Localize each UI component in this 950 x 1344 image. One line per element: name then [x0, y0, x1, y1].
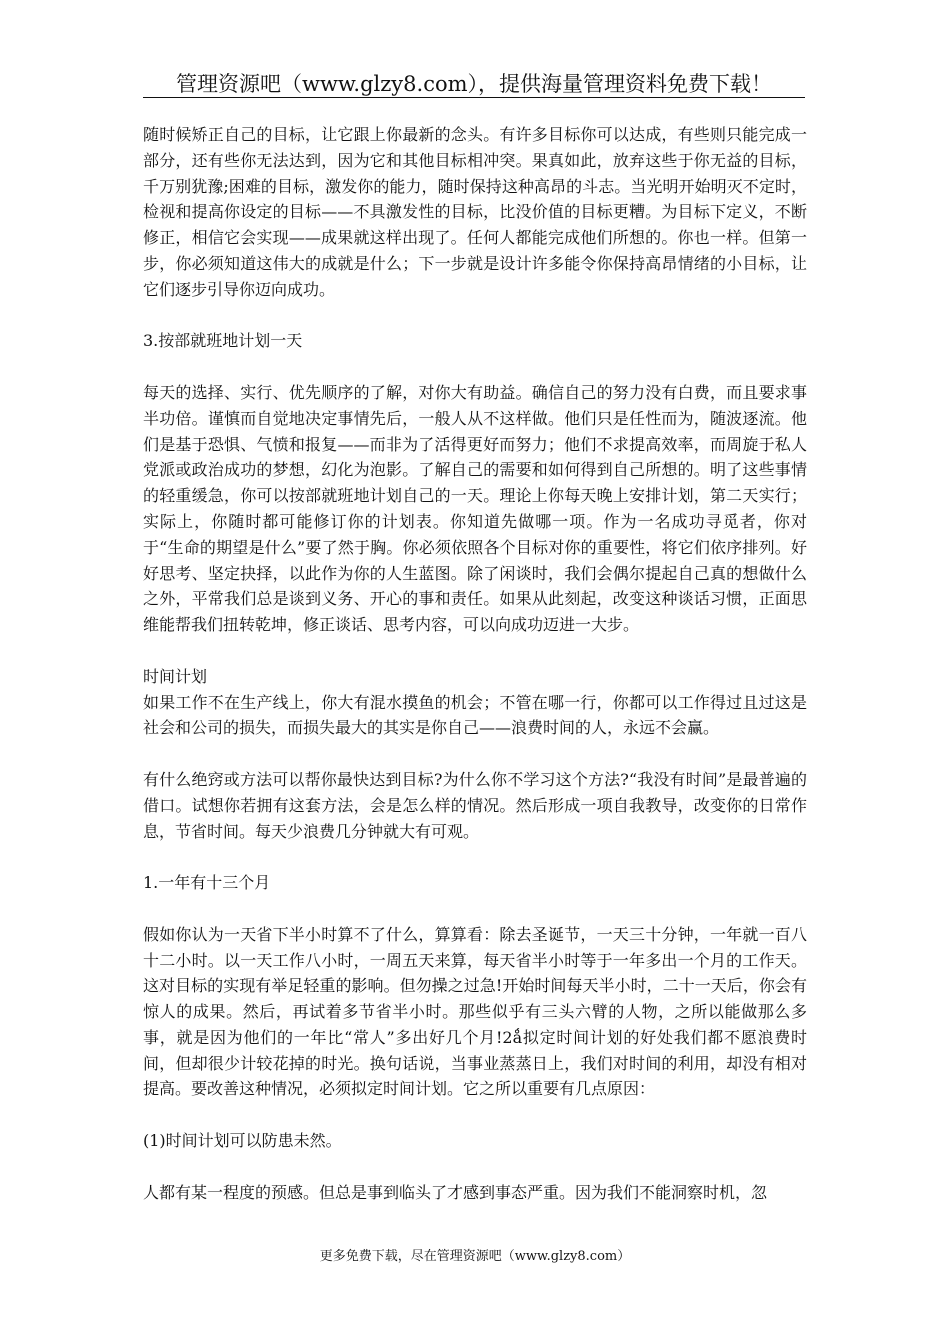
- body-paragraph: 有什么绝窍或方法可以帮你最快达到目标?为什么你不学习这个方法?“我没有时间”是最普遍的借口。试想你若拥有这套方法，会是怎么样的情况。然后形成一项自我教导，改变你的日常作息，节省时间。每天少浪费几分钟就大有可观。: [143, 769, 807, 841]
- document-body: [143, 122, 807, 1205]
- body-paragraph: 假如你认为一天省下半小时算不了什么，算算看：除去圣诞节，一天三十分钟，一年就一百八十二小时。以一天工作八小时，一周五天来算，每天省半小时等于一年多出一个月的工作天。这对目标的实现有举足轻重的影响。但勿操之过急!开始时间每天半小时，二十一天后，你会有惊人的成果。然后，再试着多节省半小时。那些似乎有三头六臂的人物，之所以能做那么多事，就是因为他们的一年比“常人”多出好几个月!2ǻ拟定时间计划的好处我们都不愿浪费时间，但却很少计较花掉的时光。换句话说，当事业蒸蒸日上，我们对时间的利用，却没有相对提高。要改善这种情况，必须拟定时间计划。它之所以重要有几点原因：: [143, 924, 807, 1099]
- body-paragraph: 随时候矫正自己的目标，让它跟上你最新的念头。有许多目标你可以达成，有些则只能完成一部分，还有些你无法达到，因为它和其他目标相冲突。果真如此，放弃这些于你无益的目标，千万别犹豫;困难的目标，激发你的能力，随时保持这种高昂的斗志。当光明开始明灭不定时，检视和提高你设定的目标——不具激发性的目标，比没价值的目标更糟。为目标下定义，不断修正，相信它会实现——成果就这样出现了。任何人都能完成他们所想的。你也一样。但第一步，你必须知道这伟大的成就是什么；下一步就是设计许多能令你保持高昂情绪的小目标，让它们逐步引导你迈向成功。: [143, 125, 807, 299]
- page-footer: 更多免费下载，尽在管理资源吧（www.glzy8.com）: [319, 1249, 631, 1264]
- page-header-title: 管理资源吧（www.glzy8.com），提供海量管理资料免费下载！: [175, 72, 773, 96]
- body-paragraph: 人都有某一程度的预感。但总是事到临头了才感到事态严重。因为我们不能洞察时机，忽: [143, 1182, 768, 1202]
- section-heading: 3.按部就班地计划一天: [143, 331, 303, 351]
- header-rule: [143, 97, 805, 98]
- section-heading: 1.一年有十三个月: [143, 873, 271, 893]
- body-paragraph: 每天的选择、实行、优先顺序的了解，对你大有助益。确信自己的努力没有白费，而且要求事半功倍。谨慎而自觉地决定事情先后，一般人从不这样做。他们只是任性而为，随波逐流。他们是基于恐惧、气愤和报复——而非为了活得更好而努力；他们不求提高效率，而周旋于私人党派或政治成功的梦想，幻化为泡影。了解自己的需要和如何得到自己所想的。明了这些事情的轻重缓急，你可以按部就班地计划自己的一天。理论上你每天晚上安排计划，第二天实行；实际上，你随时都可能修订你的计划表。你知道先做哪一项。作为一名成功寻觅者，你对于“生命的期望是什么”要了然于胸。你必须依照各个目标对你的重要性，将它们依序排列。好好思考、坚定抉择，以此作为你的人生蓝图。除了闲谈时，我们会偶尔提起自己真的想做什么之外，平常我们总是谈到义务、开心的事和责任。如果从此刻起，改变这种谈话习惯，正面思维能帮我们扭转乾坤，修正谈话、思考内容，可以向成功迈进一大步。: [143, 382, 807, 635]
- section-heading: 时间计划: [143, 666, 208, 686]
- sub-heading: (1)时间计划可以防患未然。: [143, 1131, 342, 1151]
- body-paragraph: 如果工作不在生产线上，你大有混水摸鱼的机会；不管在哪一行，你都可以工作得过且过这是社会和公司的损失，而损失最大的其实是你自己——浪费时间的人，永远不会赢。: [143, 692, 807, 738]
